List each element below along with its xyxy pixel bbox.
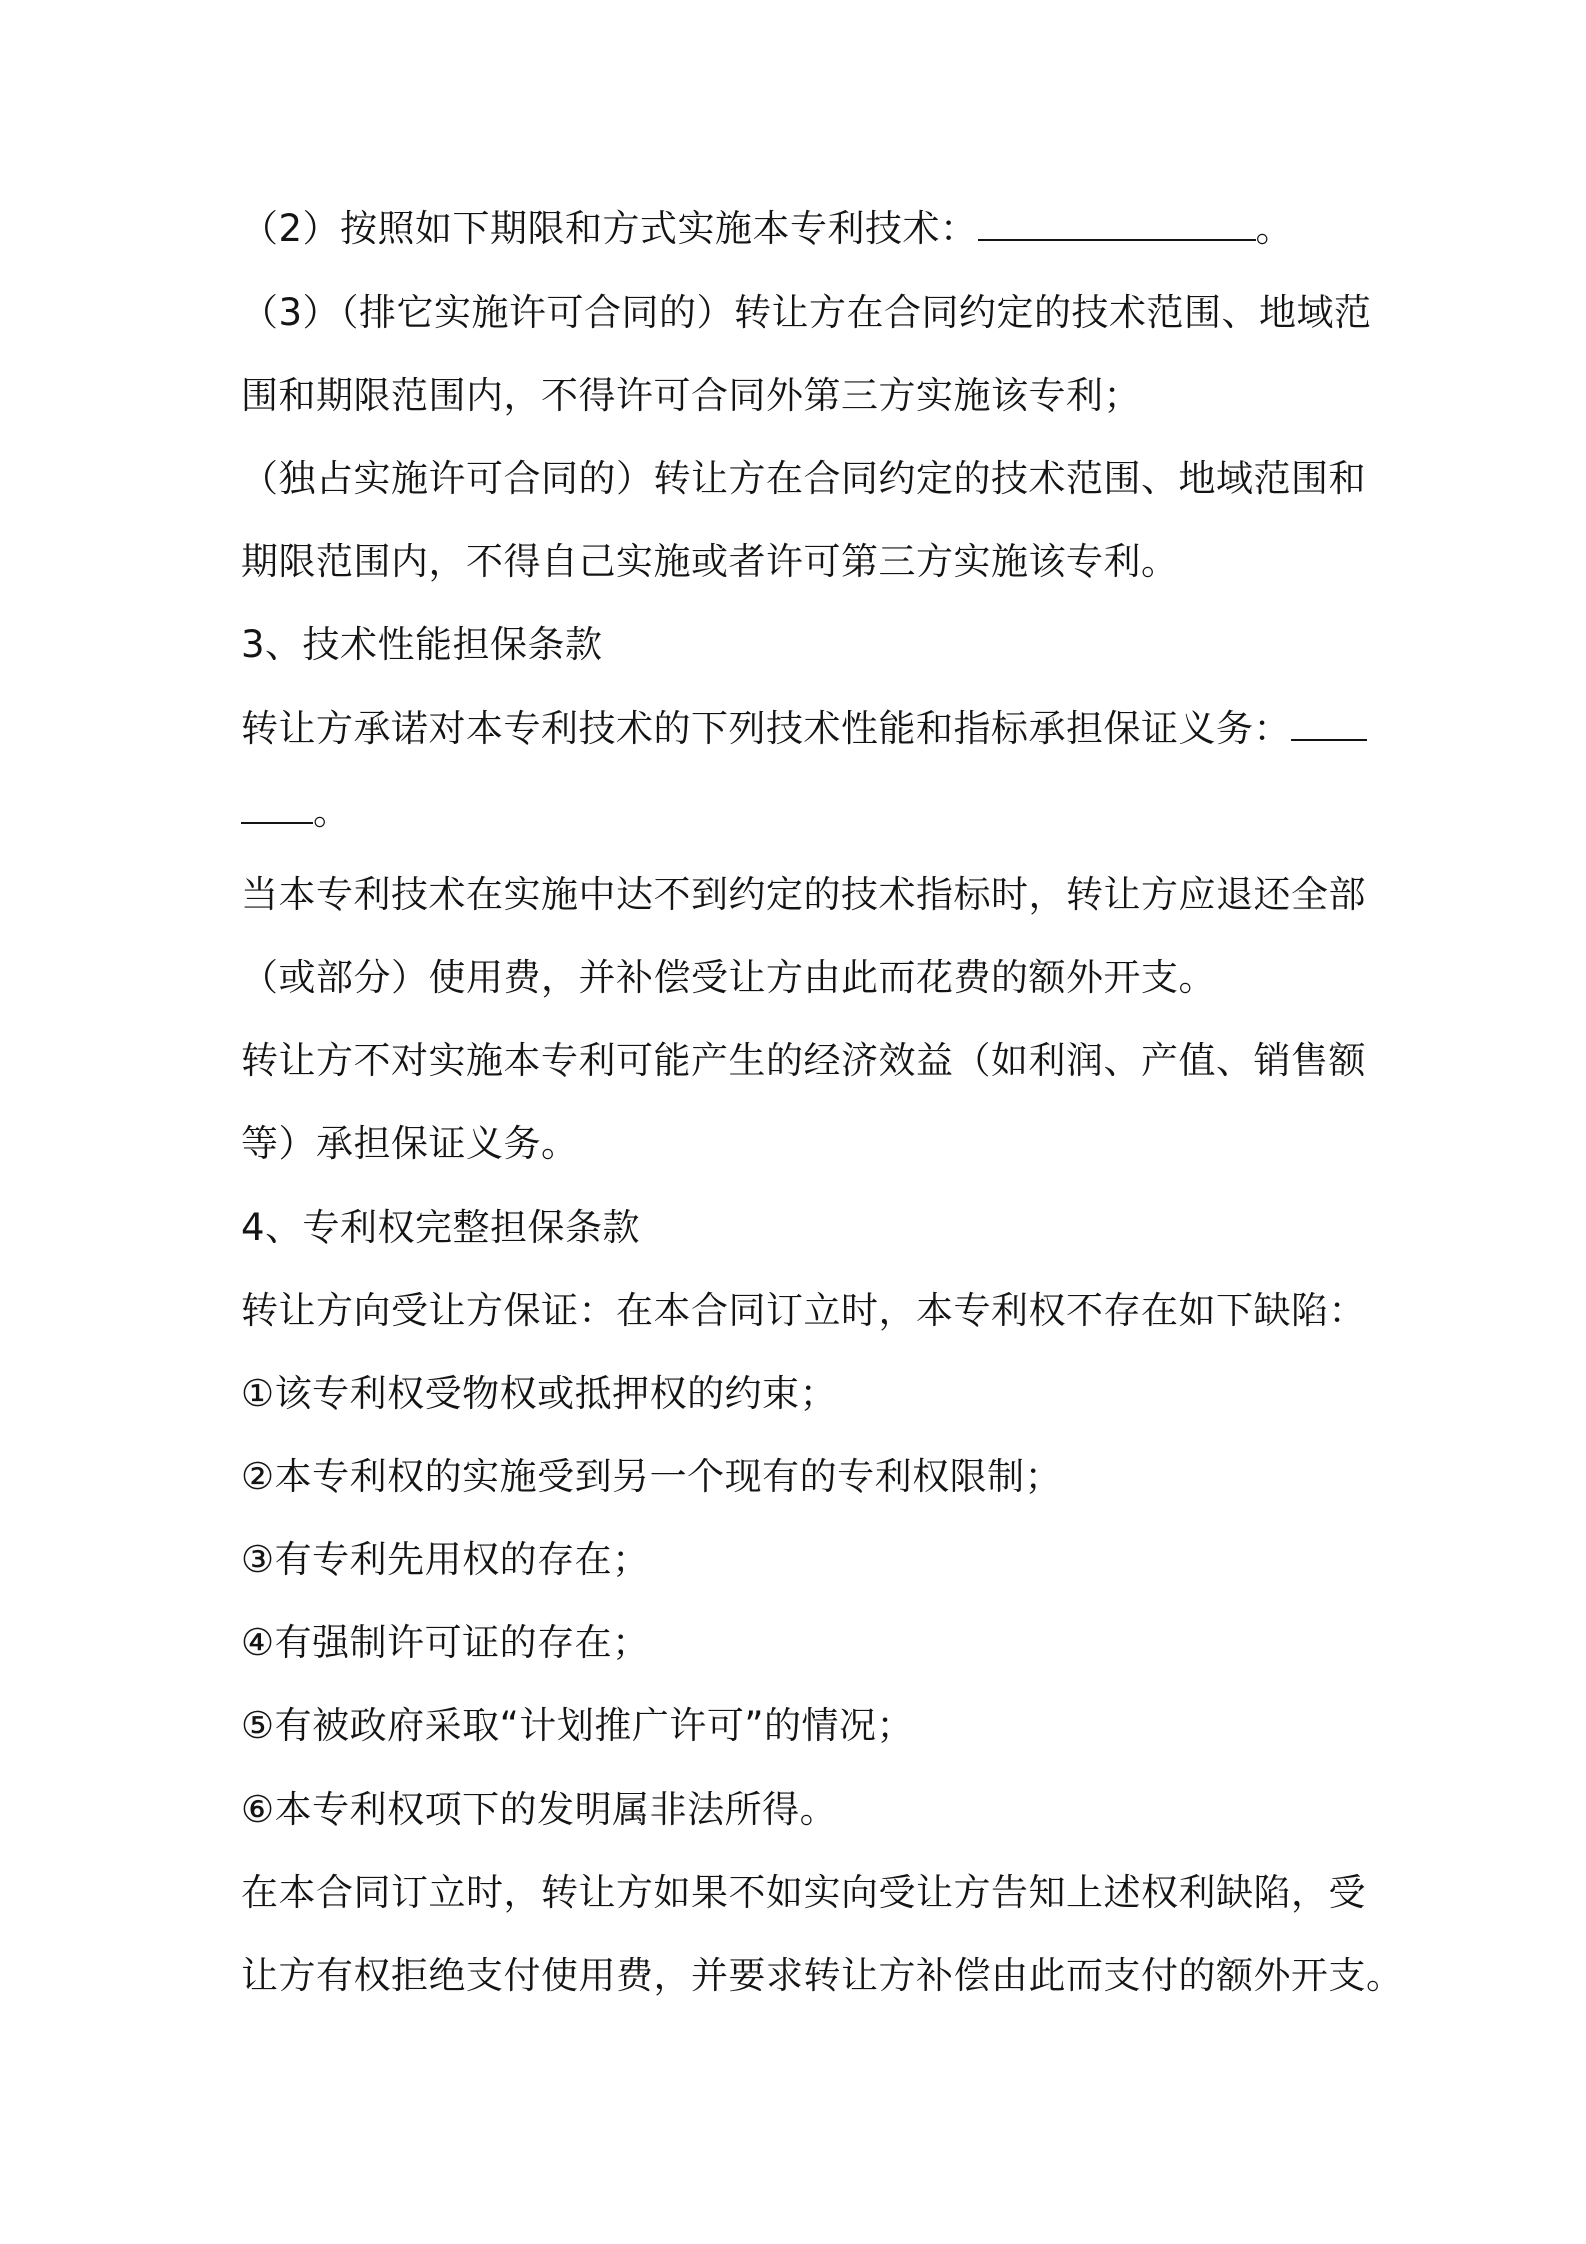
defect-list-item: ④有强制许可证的存在； [241,1621,650,1664]
paragraph-line: 围和期限范围内，不得许可合同外第三方实施该专利； [241,374,1141,417]
fill-in-blank-performance-start[interactable] [1291,709,1367,741]
defect-list-item: ①该专利权受物权或抵押权的约束； [241,1372,838,1415]
defect-list-item: ⑥本专利权项下的发明属非法所得。 [241,1788,838,1831]
defect-list-item: ⑤有被政府采取“计划推广许可”的情况； [241,1704,915,1747]
paragraph-line: （独占实施许可合同的）转让方在合同约定的技术范围、地域范围和 [241,457,1366,500]
paragraph-line: 在本合同订立时，转让方如果不如实向受让方告知上述权利缺陷，受 [241,1871,1366,1914]
paragraph-line: （3）（排它实施许可合同的）转让方在合同约定的技术范围、地域范 [241,291,1372,334]
paragraph-line: （或部分）使用费，并补偿受让方由此而花费的额外开支。 [241,956,1216,999]
paragraph-line: 当本专利技术在实施中达不到约定的技术指标时，转让方应退还全部 [241,873,1366,916]
warranty-intro-text [241,706,1371,752]
section-heading: 3、技术性能担保条款 [241,623,603,666]
paragraph-line: 转让方向受让方保证：在本合同订立时，本专利权不存在如下缺陷： [241,1289,1366,1332]
section-heading: 4、专利权完整担保条款 [241,1206,641,1249]
paragraph-line: 期限范围内，不得自己实施或者许可第三方实施该专利。 [241,540,1179,583]
paragraph-line: 转让方不对实施本专利可能产生的经济效益（如利润、产值、销售额 [241,1039,1366,1082]
clause-2-2-text [241,206,1371,252]
warranty-intro-period: 。 [313,790,351,833]
paragraph-line: 等）承担保证义务。 [241,1122,579,1165]
defect-list-item: ③有专利先用权的存在； [241,1538,650,1581]
clause-2-2-label: （2）按照如下期限和方式实施本专利技术： [241,207,978,250]
fill-in-blank-term-method[interactable] [978,209,1256,241]
paragraph-line: 让方有权拒绝支付使用费，并要求转让方补偿由此而支付的额外开支。 [241,1954,1404,1997]
clause-2-2-period: 。 [1255,207,1294,250]
defect-list-item: ②本专利权的实施受到另一个现有的专利权限制； [241,1455,1063,1498]
warranty-intro-continuation [241,789,1371,835]
warranty-intro-label: 转让方承诺对本专利技术的下列技术性能和指标承担保证义务： [241,707,1291,750]
fill-in-blank-performance-end[interactable] [241,792,313,824]
